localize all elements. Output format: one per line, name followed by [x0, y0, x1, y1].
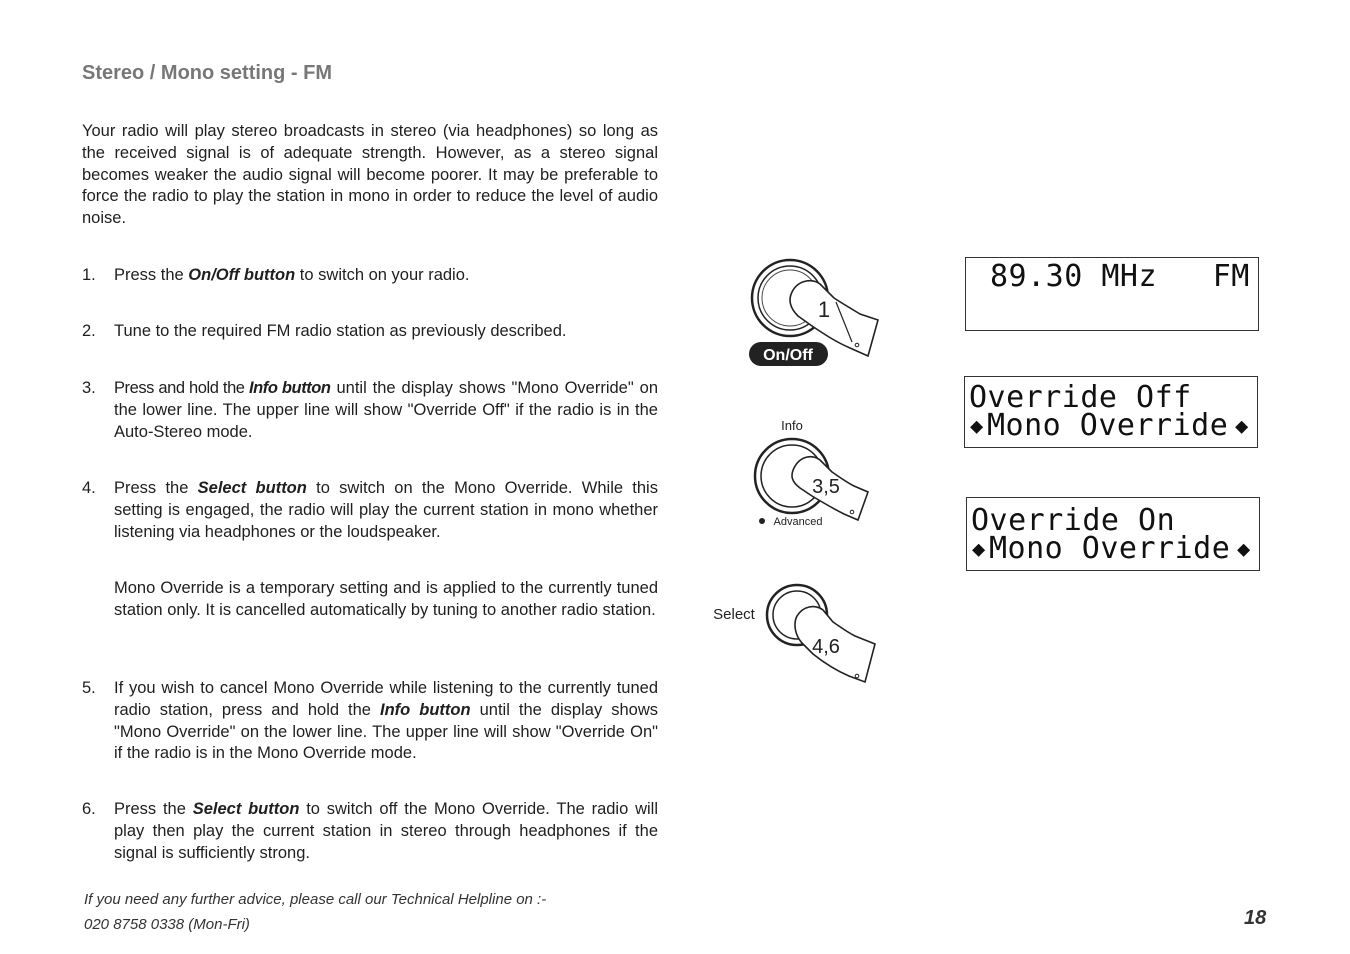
lcd-line-2: Mono Override	[987, 408, 1229, 443]
step-5-text: If you wish to cancel Mono Override while listening to the currently tuned radio station, press and hold the Info button until the display shows "Mono Override" on the lower line. The upper line will show "Override On" if the radio is in the Mono Override mode.	[114, 679, 658, 763]
on-off-button-illustration	[740, 250, 890, 370]
select-button-illustration	[705, 582, 885, 692]
right-arrow-icon: ◆	[1235, 414, 1249, 439]
step-2-text: Tune to the required FM radio station as previously described.	[114, 322, 567, 340]
step-callout-4-6: 4,6	[812, 636, 840, 658]
helpline-text: If you need any further advice, please call our Technical Helpline on :-	[84, 891, 547, 908]
select-label: Select	[713, 606, 755, 623]
step-callout-3-5: 3,5	[812, 476, 840, 498]
step-4-text: Press the Select button to switch on the Mono Override. While this setting is engaged, the radio will play the current station in mono whether listening via headphones or the loudspeaker.	[114, 479, 658, 541]
lcd-line-1: Override On	[971, 503, 1176, 538]
step-5-number: 5.	[82, 679, 96, 697]
step-3-number: 3.	[82, 379, 96, 397]
info-label: Info	[781, 418, 803, 433]
step-1-text: Press the On/Off button to switch on your radio.	[114, 266, 470, 284]
advanced-label: Advanced	[773, 516, 823, 528]
page-number: 18	[1244, 907, 1267, 929]
page-title: Stereo / Mono setting - FM	[82, 62, 332, 84]
info-button-ref: Info button	[249, 379, 331, 397]
step-2-number: 2.	[82, 322, 96, 340]
step-1-number: 1.	[82, 266, 96, 284]
lcd-line-1: Override Off	[969, 380, 1192, 415]
lcd-display-frequency	[965, 257, 1259, 331]
step-3-text: Press and hold the Info button until the display shows "Mono Override" on the lower line. The upper line will show "Override Off" if the radio is in the Auto-Stereo mode.	[114, 379, 658, 441]
lcd-line-1: 89.30 MHz FM	[990, 259, 1250, 294]
lcd-display-override-on	[966, 497, 1260, 571]
right-arrow-icon: ◆	[1237, 537, 1251, 562]
step-6-number: 6.	[82, 800, 96, 818]
intro-paragraph: Your radio will play stereo broadcasts in stereo (via headphones) so long as the received signal is of adequate strength. However, as a stereo signal becomes weaker the audio signal will become poorer. It may be preferable to force the radio to play the station in mono in order to reduce the level of audio noise.	[82, 122, 658, 228]
lcd-line-2: Mono Override	[989, 531, 1231, 566]
helpline-number: 020 8758 0338 (Mon-Fri)	[84, 916, 250, 933]
mono-override-note: Mono Override is a temporary setting and is applied to the currently tuned station only. It is cancelled automatically by tuning to another radio station.	[114, 579, 658, 619]
step-4-number: 4.	[82, 479, 96, 497]
info-button-ref: Info button	[380, 700, 471, 719]
on-off-label: On/Off	[763, 347, 813, 364]
select-button-ref: Select button	[197, 479, 307, 497]
left-arrow-icon: ◆	[970, 414, 984, 439]
step-callout-1: 1	[817, 297, 831, 322]
on-off-button-ref: On/Off button	[188, 266, 296, 284]
step-6-text: Press the Select button to switch off the Mono Override. The radio will play then play the current station in stereo through headphones if the signal is sufficiently strong.	[114, 800, 658, 862]
info-button-illustration	[740, 414, 890, 534]
left-arrow-icon: ◆	[972, 537, 986, 562]
select-button-ref: Select button	[192, 800, 300, 818]
lcd-display-override-off	[964, 376, 1258, 448]
